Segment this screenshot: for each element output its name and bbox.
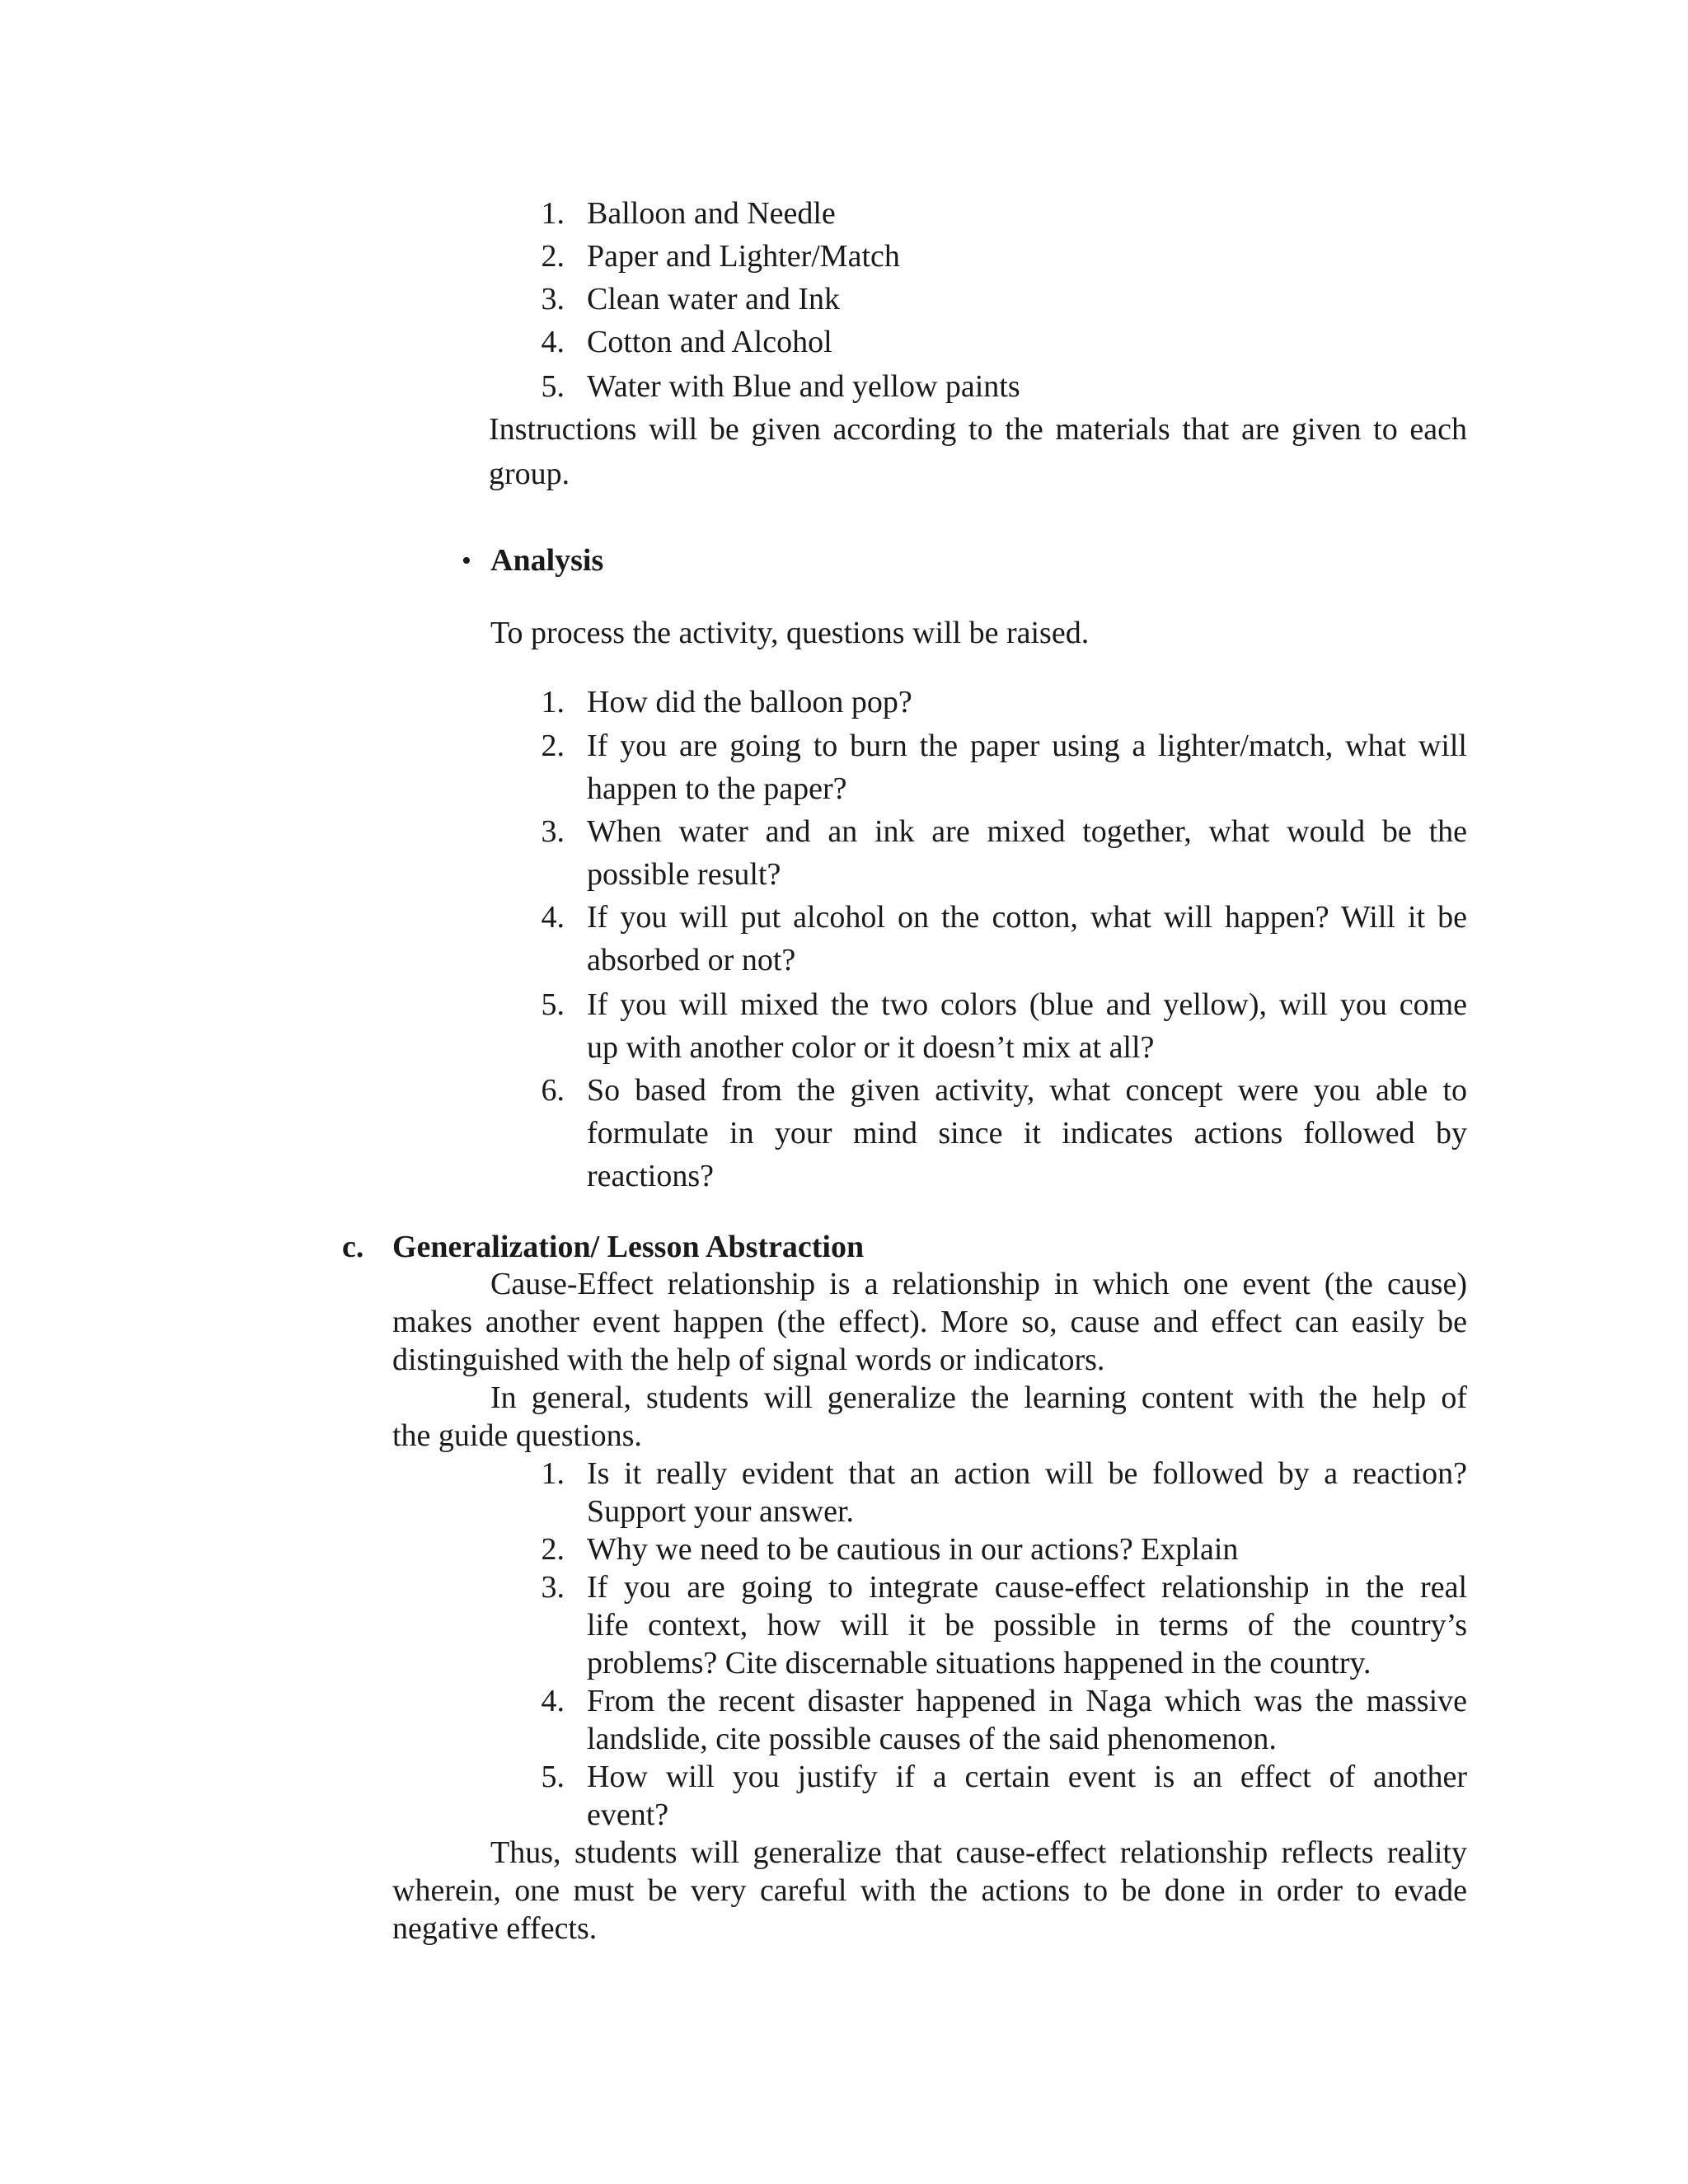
list-number: 5. [541,369,565,404]
list-number: 1. [541,1456,565,1491]
list-item-continued: reactions? [587,1159,715,1193]
list-number: 6. [541,1073,565,1108]
paragraph-line: Thus, students will generalize that cause-effect relationship reflects reality [490,1835,1467,1870]
list-item: If you will put alcohol on the cotton, what will happen? Will it be [587,900,1467,935]
instructions-text: group. [489,457,570,491]
list-number: 2. [541,239,565,274]
list-item: From the recent disaster happened in Naga which was the massive [587,1684,1467,1718]
list-number: 3. [541,1570,565,1605]
list-item: Balloon and Needle [587,196,836,231]
list-item-continued: happen to the paper? [587,771,847,806]
list-number: 3. [541,282,565,316]
bullet-icon: • [462,546,471,576]
list-item-continued: Support your answer. [587,1494,855,1529]
list-item-continued: absorbed or not? [587,943,796,977]
list-item-continued: possible result? [587,857,781,892]
list-item: How did the balloon pop? [587,685,912,719]
list-item-continued: landslide, cite possible causes of the said phenomenon. [587,1722,1277,1756]
list-number: 2. [541,729,565,763]
paragraph-line: Cause-Effect relationship is a relationship in which one event (the cause) [490,1267,1467,1301]
list-number: 4. [541,900,565,935]
analysis-intro: To process the activity, questions will be raised. [490,616,1090,650]
list-number: 2. [541,1532,565,1567]
list-item: How will you justify if a certain event is an effect of another [587,1760,1467,1794]
list-item: Is it really evident that an action will be followed by a reaction? [587,1456,1467,1491]
list-number: 5. [541,1760,565,1794]
list-item: Why we need to be cautious in our actions? Explain [587,1532,1239,1567]
list-item-continued: life context, how will it be possible in terms of the country’s [587,1608,1467,1643]
paragraph-line: In general, students will generalize the learning content with the help of [490,1380,1467,1415]
section-letter: c. [342,1230,364,1264]
list-number: 4. [541,1684,565,1718]
list-item: When water and an ink are mixed together, what would be the [587,814,1467,849]
paragraph-line: negative effects. [392,1911,598,1946]
list-number: 4. [541,325,565,359]
list-item: If you are going to burn the paper using a lighter/match, what will [587,729,1467,763]
list-item: Water with Blue and yellow paints [587,369,1020,404]
paragraph-line: makes another event happen (the effect). More so, cause and effect can easily be [392,1305,1467,1339]
list-item: If you are going to integrate cause-effect relationship in the real [587,1570,1467,1605]
list-item-continued: event? [587,1797,669,1832]
list-number: 5. [541,987,565,1022]
paragraph-line: distinguished with the help of signal words or indicators. [392,1343,1105,1377]
list-item-continued: problems? Cite discernable situations happened in the country. [587,1646,1372,1680]
section-heading: Generalization/ Lesson Abstraction [392,1230,865,1264]
list-number: 1. [541,196,565,231]
list-item: So based from the given activity, what concept were you able to [587,1073,1467,1108]
list-number: 3. [541,814,565,849]
list-item: Clean water and Ink [587,282,841,316]
instructions-text: Instructions will be given according to the materials that are given to each [489,412,1467,447]
list-item-continued: formulate in your mind since it indicates actions followed by [587,1116,1467,1151]
list-item-continued: up with another color or it doesn’t mix at all? [587,1030,1155,1065]
list-item: Cotton and Alcohol [587,325,832,359]
section-heading: Analysis [490,543,604,578]
paragraph-line: wherein, one must be very careful with the actions to be done in order to evade [392,1873,1467,1908]
list-number: 1. [541,685,565,719]
paragraph-line: the guide questions. [392,1418,642,1453]
list-item: If you will mixed the two colors (blue and yellow), will you come [587,987,1467,1022]
list-item: Paper and Lighter/Match [587,239,900,274]
